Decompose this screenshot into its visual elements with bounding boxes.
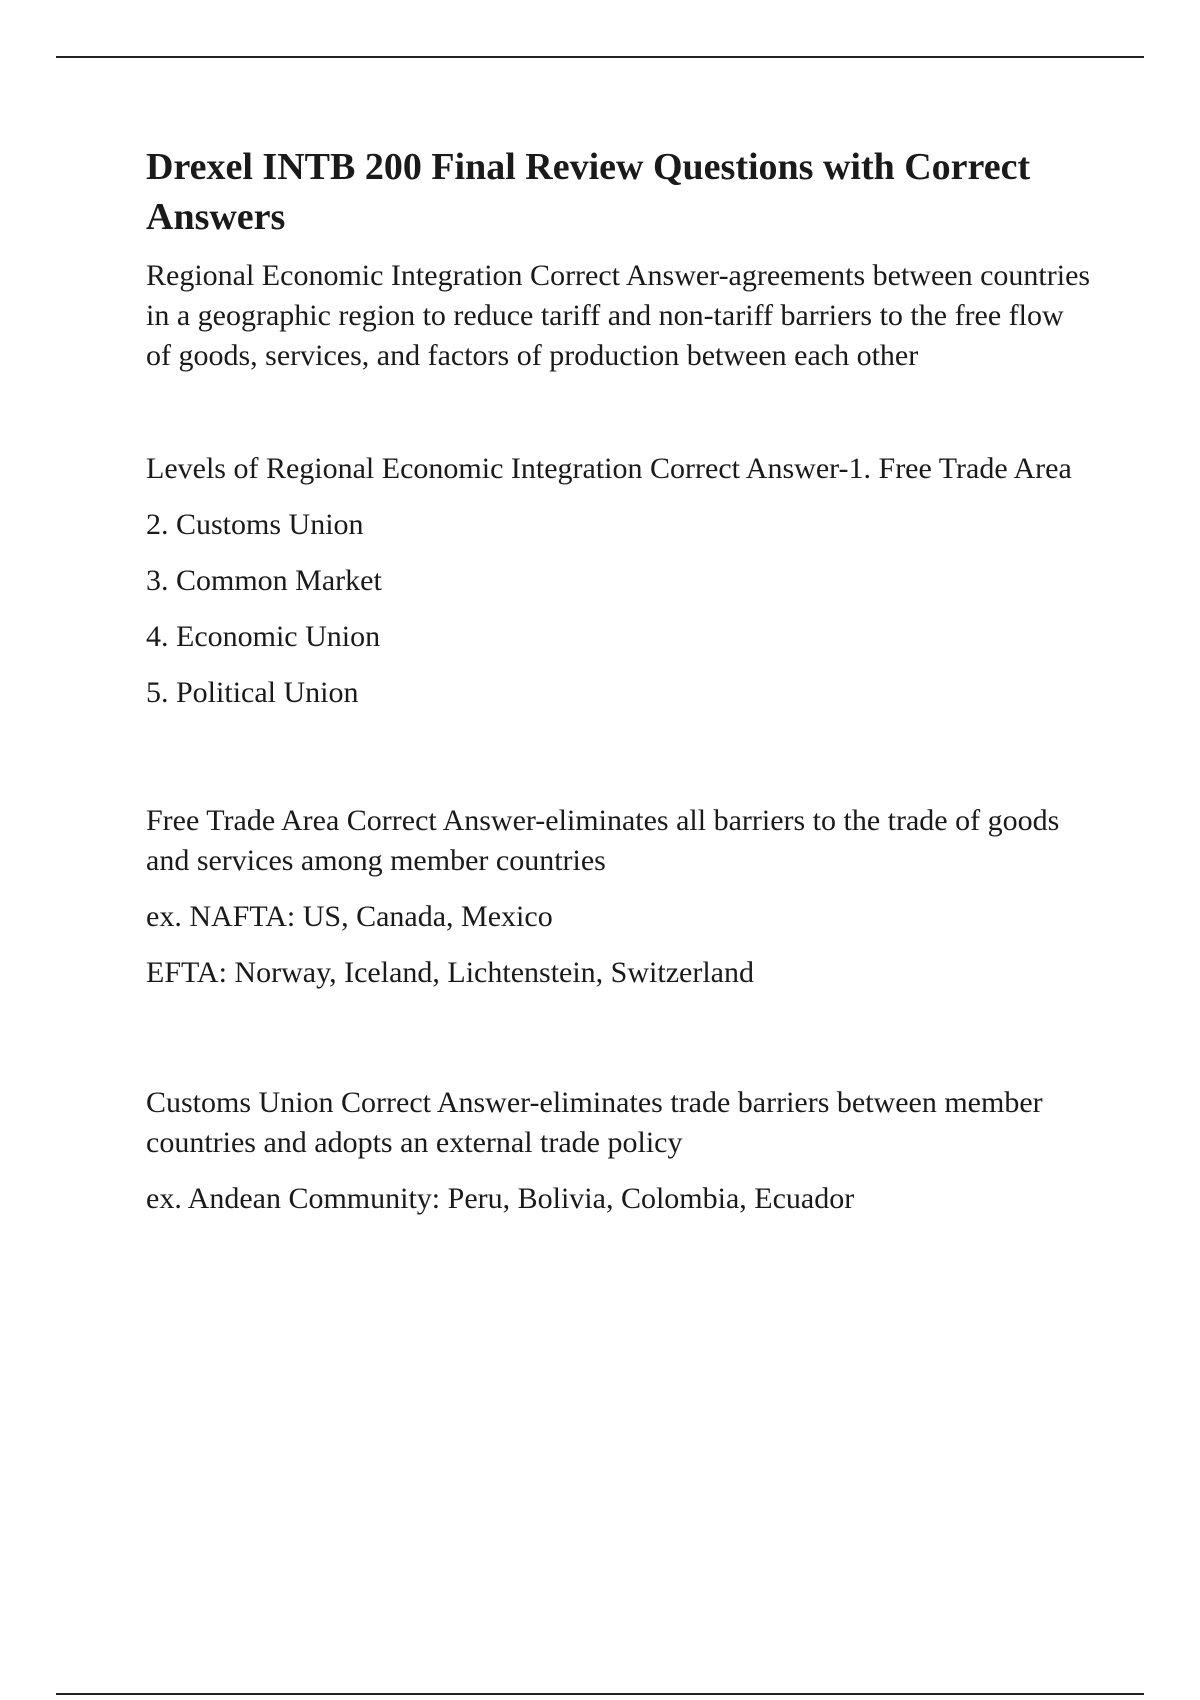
- example-line: ex. Andean Community: Peru, Bolivia, Colombia, Ecuador: [146, 1182, 855, 1215]
- entry-text: Regional Economic Integration Correct Answer-agreements between countries in a geographic region to reduce tariff and non-tariff barriers to the free flow of goods, services, and factors of production between each other: [146, 259, 1091, 372]
- entry-text: Customs Union Correct Answer-eliminates trade barriers between member countries and adopts an external trade policy: [146, 1086, 1043, 1159]
- entry-levels-of-integration: [146, 449, 1096, 713]
- top-rule: [56, 56, 1144, 58]
- list-item: 4. Economic Union: [146, 620, 381, 653]
- example-line: ex. NAFTA: US, Canada, Mexico: [146, 900, 553, 933]
- entry-customs-union: [146, 1083, 1096, 1219]
- entry-free-trade-area: [146, 801, 1096, 993]
- list-item: 2. Customs Union: [146, 508, 364, 541]
- document-title: Drexel INTB 200 Final Review Questions with Correct Answers: [146, 146, 1031, 238]
- entry-regional-economic-integration: [146, 256, 1096, 376]
- example-line: EFTA: Norway, Iceland, Lichtenstein, Switzerland: [146, 956, 754, 989]
- entry-text: Levels of Regional Economic Integration Correct Answer-1. Free Trade Area: [146, 452, 1072, 485]
- list-item: 3. Common Market: [146, 564, 382, 597]
- document-body: [146, 142, 1096, 1235]
- list-item: 5. Political Union: [146, 676, 359, 709]
- bottom-rule: [56, 1693, 1144, 1695]
- entry-text: Free Trade Area Correct Answer-eliminates all barriers to the trade of goods and services among member countries: [146, 804, 1060, 877]
